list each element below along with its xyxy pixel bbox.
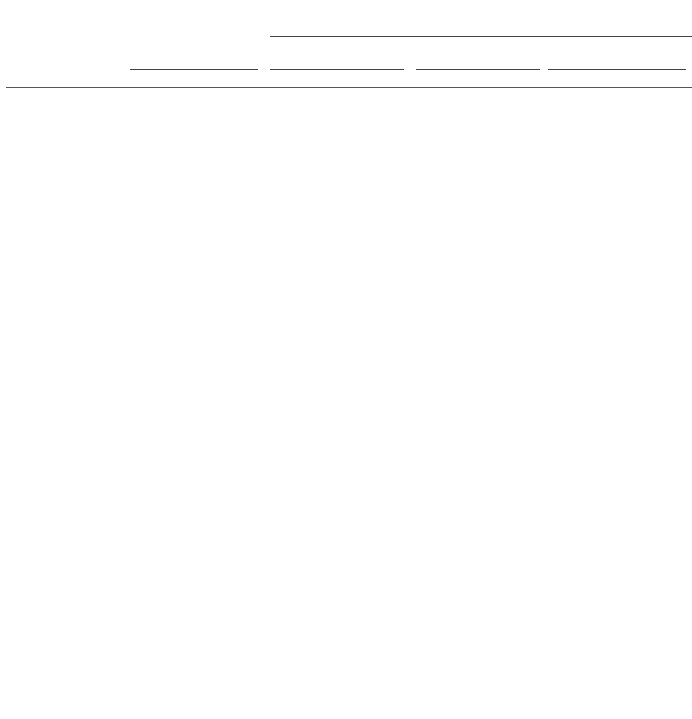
- group-rule-met: [270, 69, 404, 70]
- supplemental-rule: [270, 36, 692, 37]
- units-label: [6, 71, 126, 87]
- group-rule-fp: [416, 69, 540, 70]
- group-rule-adj: [548, 69, 686, 70]
- group-rule-consolidated: [130, 69, 258, 70]
- header-rule: [6, 87, 692, 88]
